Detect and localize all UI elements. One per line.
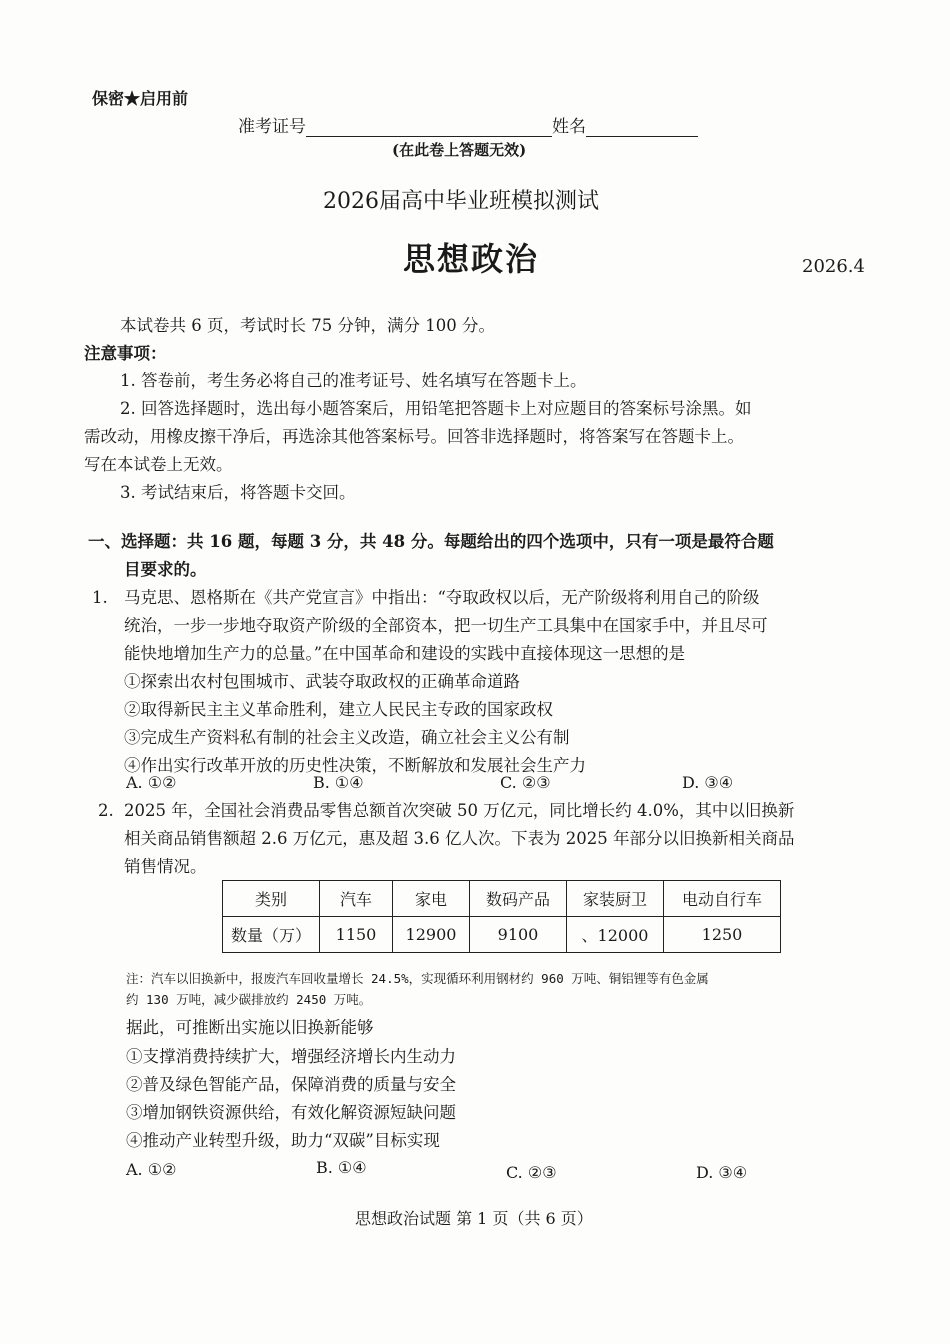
- q2-option-d[interactable]: D. ③④: [696, 1163, 748, 1182]
- table-header-row: [223, 881, 781, 917]
- table-cell: 12900: [393, 917, 470, 953]
- table-row: [223, 917, 781, 953]
- q1-option-a[interactable]: A. ①②: [126, 773, 177, 792]
- q2-option-a[interactable]: A. ①②: [126, 1160, 177, 1179]
- table-header-cell: 数码产品: [470, 881, 567, 917]
- q2-statement-1: ①支撑消费持续扩大，增强经济增长内生动力: [126, 1047, 456, 1066]
- table-header-cell: 家电: [393, 881, 470, 917]
- notice-item-2-line-1: 2. 回答选择题时，选出每小题答案后，用铅笔把答题卡上对应题目的答案标号涂黑。如: [120, 399, 752, 418]
- q1-stem-line-2: 统治，一步一步地夺取资产阶级的全部资本，把一切生产工具集中在国家手中，并且尽可: [124, 616, 768, 635]
- q1-statement-3: ③完成生产资料私有制的社会主义改造，确立社会主义公有制: [124, 728, 570, 747]
- q1-stem-line-1: 马克思、恩格斯在《共产党宣言》中指出：“夺取政权以后，无产阶级将利用自己的阶级: [124, 588, 760, 607]
- q1-option-d[interactable]: D. ③④: [682, 773, 734, 792]
- intro-text: 本试卷共 6 页，考试时长 75 分钟，满分 100 分。: [120, 316, 495, 335]
- exam-id-label: 准考证号: [238, 117, 306, 137]
- notice-item-2-line-2: 需改动，用橡皮擦干净后，再选涂其他答案标号。回答非选择题时，将答案写在答题卡上。: [84, 427, 744, 446]
- q1-statement-2: ②取得新民主主义革命胜利，建立人民民主专政的国家政权: [124, 700, 553, 719]
- q1-number: 1.: [92, 588, 108, 607]
- table-header-cell: 电动自行车: [664, 881, 781, 917]
- table-cell: 1150: [320, 917, 393, 953]
- q2-option-b[interactable]: B. ①④: [316, 1158, 367, 1177]
- q2-option-c[interactable]: C. ②③: [506, 1163, 557, 1182]
- q1-statement-4: ④作出实行改革开放的历史性决策，不断解放和发展社会生产力: [124, 756, 586, 775]
- sales-table: [222, 880, 781, 953]
- notice-item-3: 3. 考试结束后，将答题卡交回。: [120, 483, 356, 502]
- q2-statement-2: ②普及绿色智能产品，保障消费的质量与安全: [126, 1075, 456, 1094]
- table-header-cell: 类别: [223, 881, 320, 917]
- table-cell: 、12000: [567, 917, 664, 953]
- name-label: 姓名: [552, 117, 586, 137]
- exam-id-row: [238, 112, 698, 137]
- table-header-cell: 家装厨卫: [567, 881, 664, 917]
- table-cell: 数量（万）: [223, 917, 320, 953]
- secrecy-label: 保密★启用前: [92, 89, 189, 108]
- notice-heading: 注意事项：: [84, 344, 167, 363]
- q2-note-line-2: 约 130 万吨，减少碳排放约 2450 万吨。: [126, 992, 372, 1007]
- q1-option-b[interactable]: B. ①④: [313, 773, 364, 792]
- exam-id-field[interactable]: [306, 118, 552, 137]
- exam-date: 2026.4: [802, 256, 865, 277]
- q2-statement-3: ③增加钢铁资源供给，有效化解资源短缺问题: [126, 1103, 456, 1122]
- name-field[interactable]: [586, 118, 698, 137]
- exam-title: 2026届高中毕业班模拟测试: [323, 189, 599, 214]
- q2-stem-line-1: 2025 年，全国社会消费品零售总额首次突破 50 万亿元，同比增长约 4.0%，其中以旧换新: [124, 801, 795, 820]
- q2-stem-line-3: 销售情况。: [124, 857, 207, 876]
- q1-option-c[interactable]: C. ②③: [500, 773, 551, 792]
- q2-number: 2.: [98, 801, 114, 820]
- notice-item-1: 1. 答卷前，考生务必将自己的准考证号、姓名填写在答题卡上。: [120, 371, 587, 390]
- subject-title: 思想政治: [403, 240, 540, 278]
- section-heading-line-2: 目要求的。: [124, 560, 207, 579]
- q1-stem-line-3: 能快地增加生产力的总量。”在中国革命和建设的实践中直接体现这一思想的是: [124, 644, 686, 663]
- q1-statement-1: ①探索出农村包围城市、武装夺取政权的正确革命道路: [124, 672, 520, 691]
- q2-stem-line-2: 相关商品销售额超 2.6 万亿元，惠及超 3.6 亿人次。下表为 2025 年部分以旧换新相关商品: [124, 829, 795, 848]
- q2-statement-4: ④推动产业转型升级，助力“双碳”目标实现: [126, 1131, 440, 1150]
- table-header-cell: 汽车: [320, 881, 393, 917]
- q2-lead: 据此，可推断出实施以旧换新能够: [126, 1018, 374, 1037]
- q2-note-line-1: 注：汽车以旧换新中，报废汽车回收量增长 24.5%，实现循环利用钢材约 960 万吨、铜铝锂等有色金属: [126, 971, 709, 986]
- page-footer: 思想政治试题 第 1 页（共 6 页）: [355, 1209, 593, 1228]
- invalid-note: (在此卷上答题无效): [392, 141, 527, 159]
- table-cell: 9100: [470, 917, 567, 953]
- table-cell: 1250: [664, 917, 781, 953]
- notice-item-2-line-3: 写在本试卷上无效。: [84, 455, 233, 474]
- section-heading-line-1: 一、选择题：共 16 题，每题 3 分，共 48 分。每题给出的四个选项中，只有一项是最符合题: [88, 532, 774, 551]
